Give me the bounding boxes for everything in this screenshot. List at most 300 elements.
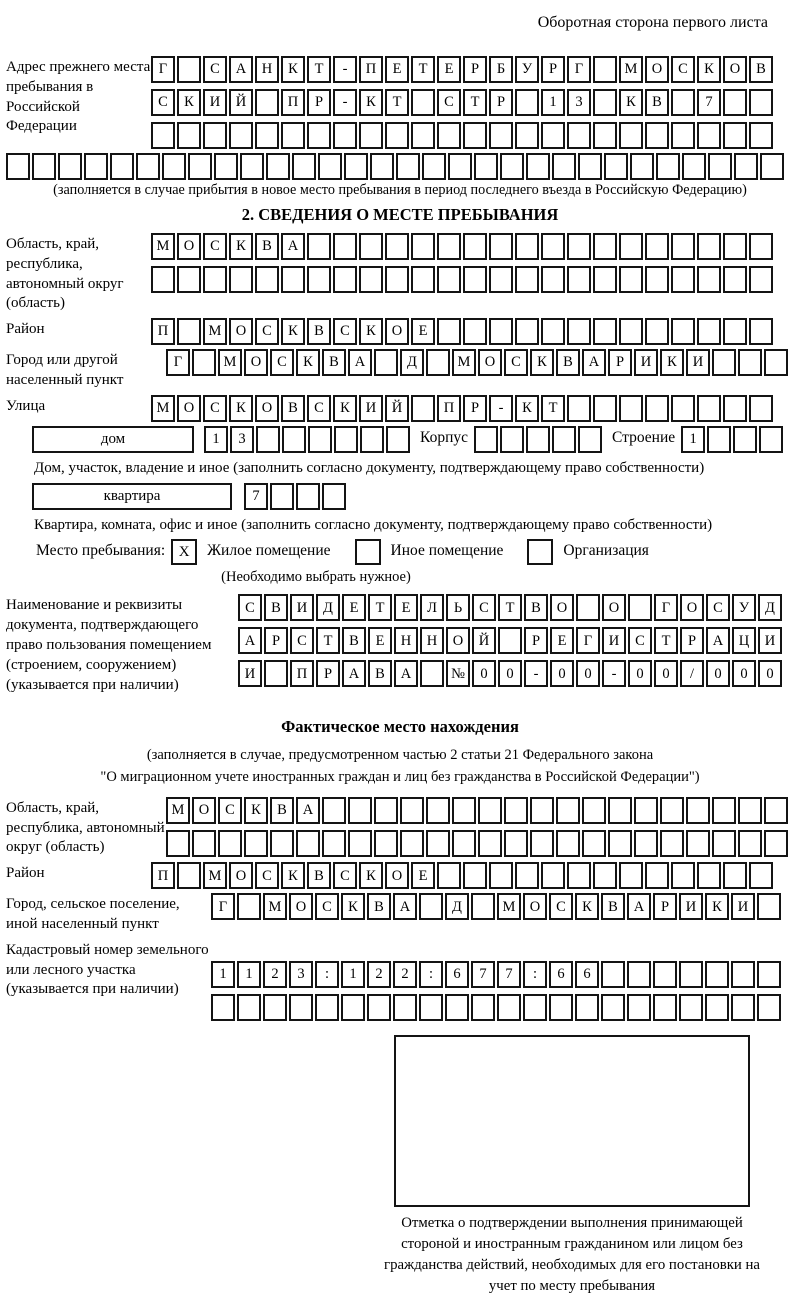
- char-cell[interactable]: [270, 483, 294, 510]
- char-cell[interactable]: [749, 862, 773, 889]
- char-cell[interactable]: Т: [368, 594, 392, 621]
- char-cell[interactable]: 1: [681, 426, 705, 453]
- char-cell[interactable]: С: [706, 594, 730, 621]
- char-cell[interactable]: [244, 830, 268, 857]
- char-cell[interactable]: К: [333, 395, 357, 422]
- char-cell[interactable]: [604, 153, 628, 180]
- char-cell[interactable]: [593, 56, 617, 83]
- char-cell[interactable]: [333, 122, 357, 149]
- char-cell[interactable]: 2: [393, 961, 417, 988]
- char-cell[interactable]: 0: [654, 660, 678, 687]
- char-cell[interactable]: С: [437, 89, 461, 116]
- char-cell[interactable]: [426, 797, 450, 824]
- char-cell[interactable]: 0: [576, 660, 600, 687]
- char-cell[interactable]: В: [601, 893, 625, 920]
- char-cell[interactable]: [422, 153, 446, 180]
- char-cell[interactable]: [619, 318, 643, 345]
- char-cell[interactable]: [645, 266, 669, 293]
- char-cell[interactable]: [500, 153, 524, 180]
- char-cell[interactable]: [567, 122, 591, 149]
- char-cell[interactable]: И: [679, 893, 703, 920]
- char-cell[interactable]: 7: [244, 483, 268, 510]
- char-cell[interactable]: 3: [567, 89, 591, 116]
- char-cell[interactable]: [359, 233, 383, 260]
- char-cell[interactable]: [437, 233, 461, 260]
- char-cell[interactable]: [627, 961, 651, 988]
- char-cell[interactable]: [723, 862, 747, 889]
- char-cell[interactable]: [705, 994, 729, 1021]
- char-cell[interactable]: [452, 830, 476, 857]
- char-cell[interactable]: [400, 797, 424, 824]
- char-cell[interactable]: К: [229, 395, 253, 422]
- char-cell[interactable]: [593, 233, 617, 260]
- char-cell[interactable]: С: [315, 893, 339, 920]
- char-cell[interactable]: Р: [307, 89, 331, 116]
- char-cell[interactable]: [177, 122, 201, 149]
- char-cell[interactable]: [367, 994, 391, 1021]
- char-cell[interactable]: Т: [541, 395, 565, 422]
- char-cell[interactable]: К: [660, 349, 684, 376]
- char-cell[interactable]: Й: [385, 395, 409, 422]
- char-cell[interactable]: [411, 233, 435, 260]
- char-cell[interactable]: [582, 797, 606, 824]
- char-cell[interactable]: [255, 89, 279, 116]
- char-cell[interactable]: П: [290, 660, 314, 687]
- char-cell[interactable]: М: [203, 862, 227, 889]
- zhiloe-checkbox[interactable]: X: [171, 539, 197, 565]
- char-cell[interactable]: Т: [498, 594, 522, 621]
- char-cell[interactable]: [705, 961, 729, 988]
- char-cell[interactable]: [318, 153, 342, 180]
- char-cell[interactable]: Е: [342, 594, 366, 621]
- char-cell[interactable]: [322, 797, 346, 824]
- char-cell[interactable]: В: [368, 660, 392, 687]
- char-cell[interactable]: В: [255, 233, 279, 260]
- char-cell[interactable]: 3: [289, 961, 313, 988]
- char-cell[interactable]: 3: [230, 426, 254, 453]
- char-cell[interactable]: М: [619, 56, 643, 83]
- char-cell[interactable]: [697, 395, 721, 422]
- char-cell[interactable]: [575, 994, 599, 1021]
- char-cell[interactable]: А: [238, 627, 262, 654]
- char-cell[interactable]: [671, 862, 695, 889]
- char-cell[interactable]: К: [281, 862, 305, 889]
- char-cell[interactable]: [619, 395, 643, 422]
- char-cell[interactable]: [593, 862, 617, 889]
- char-cell[interactable]: [322, 483, 346, 510]
- char-cell[interactable]: [686, 797, 710, 824]
- char-cell[interactable]: [530, 830, 554, 857]
- char-cell[interactable]: [645, 395, 669, 422]
- char-cell[interactable]: А: [348, 349, 372, 376]
- char-cell[interactable]: [264, 660, 288, 687]
- char-cell[interactable]: М: [203, 318, 227, 345]
- char-cell[interactable]: [374, 797, 398, 824]
- char-cell[interactable]: [645, 318, 669, 345]
- char-cell[interactable]: И: [359, 395, 383, 422]
- char-cell[interactable]: М: [452, 349, 476, 376]
- char-cell[interactable]: [452, 797, 476, 824]
- char-cell[interactable]: [341, 994, 365, 1021]
- char-cell[interactable]: К: [359, 89, 383, 116]
- char-cell[interactable]: [757, 994, 781, 1021]
- char-cell[interactable]: В: [264, 594, 288, 621]
- char-cell[interactable]: Г: [166, 349, 190, 376]
- char-cell[interactable]: [296, 483, 320, 510]
- char-cell[interactable]: [764, 797, 788, 824]
- char-cell[interactable]: Т: [654, 627, 678, 654]
- char-cell[interactable]: Г: [576, 627, 600, 654]
- char-cell[interactable]: В: [342, 627, 366, 654]
- char-cell[interactable]: С: [290, 627, 314, 654]
- char-cell[interactable]: К: [281, 56, 305, 83]
- char-cell[interactable]: 0: [706, 660, 730, 687]
- char-cell[interactable]: [541, 266, 565, 293]
- char-cell[interactable]: С: [549, 893, 573, 920]
- char-cell[interactable]: С: [307, 395, 331, 422]
- char-cell[interactable]: [552, 153, 576, 180]
- char-cell[interactable]: [500, 426, 524, 453]
- char-cell[interactable]: К: [359, 862, 383, 889]
- char-cell[interactable]: [567, 233, 591, 260]
- char-cell[interactable]: 0: [498, 660, 522, 687]
- char-cell[interactable]: К: [530, 349, 554, 376]
- char-cell[interactable]: [749, 233, 773, 260]
- char-cell[interactable]: [723, 266, 747, 293]
- char-cell[interactable]: [218, 830, 242, 857]
- char-cell[interactable]: [515, 318, 539, 345]
- char-cell[interactable]: О: [229, 862, 253, 889]
- char-cell[interactable]: В: [367, 893, 391, 920]
- char-cell[interactable]: К: [515, 395, 539, 422]
- char-cell[interactable]: [515, 862, 539, 889]
- char-cell[interactable]: [504, 830, 528, 857]
- char-cell[interactable]: :: [419, 961, 443, 988]
- char-cell[interactable]: [471, 893, 495, 920]
- char-cell[interactable]: [671, 122, 695, 149]
- char-cell[interactable]: [556, 830, 580, 857]
- char-cell[interactable]: Р: [316, 660, 340, 687]
- char-cell[interactable]: С: [238, 594, 262, 621]
- char-cell[interactable]: [593, 122, 617, 149]
- char-cell[interactable]: О: [192, 797, 216, 824]
- char-cell[interactable]: [237, 994, 261, 1021]
- char-cell[interactable]: [682, 153, 706, 180]
- char-cell[interactable]: [333, 266, 357, 293]
- char-cell[interactable]: О: [478, 349, 502, 376]
- char-cell[interactable]: К: [296, 349, 320, 376]
- char-cell[interactable]: -: [333, 56, 357, 83]
- char-cell[interactable]: 6: [575, 961, 599, 988]
- char-cell[interactable]: [463, 862, 487, 889]
- char-cell[interactable]: [498, 627, 522, 654]
- char-cell[interactable]: И: [238, 660, 262, 687]
- char-cell[interactable]: А: [296, 797, 320, 824]
- char-cell[interactable]: [738, 349, 762, 376]
- char-cell[interactable]: [764, 830, 788, 857]
- char-cell[interactable]: Е: [385, 56, 409, 83]
- char-cell[interactable]: :: [523, 961, 547, 988]
- char-cell[interactable]: [333, 233, 357, 260]
- char-cell[interactable]: [593, 395, 617, 422]
- char-cell[interactable]: [437, 122, 461, 149]
- char-cell[interactable]: [567, 266, 591, 293]
- char-cell[interactable]: 0: [472, 660, 496, 687]
- char-cell[interactable]: [478, 797, 502, 824]
- char-cell[interactable]: [177, 862, 201, 889]
- char-cell[interactable]: -: [489, 395, 513, 422]
- char-cell[interactable]: [192, 349, 216, 376]
- char-cell[interactable]: В: [749, 56, 773, 83]
- char-cell[interactable]: :: [315, 961, 339, 988]
- char-cell[interactable]: [348, 797, 372, 824]
- char-cell[interactable]: Р: [653, 893, 677, 920]
- char-cell[interactable]: И: [634, 349, 658, 376]
- char-cell[interactable]: [523, 994, 547, 1021]
- char-cell[interactable]: [541, 122, 565, 149]
- char-cell[interactable]: [437, 266, 461, 293]
- char-cell[interactable]: [671, 318, 695, 345]
- char-cell[interactable]: [645, 862, 669, 889]
- char-cell[interactable]: [307, 233, 331, 260]
- char-cell[interactable]: [671, 233, 695, 260]
- char-cell[interactable]: [266, 153, 290, 180]
- char-cell[interactable]: П: [281, 89, 305, 116]
- organizaciya-checkbox[interactable]: [527, 539, 553, 565]
- char-cell[interactable]: К: [697, 56, 721, 83]
- char-cell[interactable]: [515, 89, 539, 116]
- char-cell[interactable]: К: [575, 893, 599, 920]
- char-cell[interactable]: [229, 266, 253, 293]
- char-cell[interactable]: А: [582, 349, 606, 376]
- char-cell[interactable]: [764, 349, 788, 376]
- char-cell[interactable]: [58, 153, 82, 180]
- char-cell[interactable]: [229, 122, 253, 149]
- char-cell[interactable]: Е: [437, 56, 461, 83]
- char-cell[interactable]: Д: [400, 349, 424, 376]
- char-cell[interactable]: О: [289, 893, 313, 920]
- char-cell[interactable]: [601, 994, 625, 1021]
- char-cell[interactable]: [6, 153, 30, 180]
- char-cell[interactable]: [608, 830, 632, 857]
- char-cell[interactable]: [211, 994, 235, 1021]
- char-cell[interactable]: П: [151, 318, 175, 345]
- char-cell[interactable]: [420, 660, 444, 687]
- char-cell[interactable]: [474, 426, 498, 453]
- char-cell[interactable]: А: [393, 893, 417, 920]
- char-cell[interactable]: [515, 233, 539, 260]
- char-cell[interactable]: А: [394, 660, 418, 687]
- char-cell[interactable]: [474, 153, 498, 180]
- char-cell[interactable]: [348, 830, 372, 857]
- char-cell[interactable]: 7: [697, 89, 721, 116]
- char-cell[interactable]: Т: [411, 56, 435, 83]
- char-cell[interactable]: Г: [151, 56, 175, 83]
- char-cell[interactable]: [634, 797, 658, 824]
- char-cell[interactable]: М: [497, 893, 521, 920]
- char-cell[interactable]: Т: [316, 627, 340, 654]
- char-cell[interactable]: А: [706, 627, 730, 654]
- char-cell[interactable]: Н: [420, 627, 444, 654]
- char-cell[interactable]: [628, 594, 652, 621]
- char-cell[interactable]: [296, 830, 320, 857]
- char-cell[interactable]: Е: [411, 862, 435, 889]
- char-cell[interactable]: [757, 893, 781, 920]
- char-cell[interactable]: [656, 153, 680, 180]
- char-cell[interactable]: [281, 266, 305, 293]
- char-cell[interactable]: [671, 266, 695, 293]
- char-cell[interactable]: Т: [463, 89, 487, 116]
- char-cell[interactable]: [619, 122, 643, 149]
- char-cell[interactable]: [322, 830, 346, 857]
- char-cell[interactable]: -: [333, 89, 357, 116]
- char-cell[interactable]: [541, 233, 565, 260]
- char-cell[interactable]: [526, 426, 550, 453]
- char-cell[interactable]: [489, 318, 513, 345]
- char-cell[interactable]: С: [504, 349, 528, 376]
- char-cell[interactable]: К: [229, 233, 253, 260]
- char-cell[interactable]: Д: [758, 594, 782, 621]
- char-cell[interactable]: [619, 266, 643, 293]
- char-cell[interactable]: [749, 395, 773, 422]
- char-cell[interactable]: [627, 994, 651, 1021]
- char-cell[interactable]: О: [723, 56, 747, 83]
- char-cell[interactable]: 0: [550, 660, 574, 687]
- char-cell[interactable]: [593, 318, 617, 345]
- char-cell[interactable]: О: [602, 594, 626, 621]
- char-cell[interactable]: К: [619, 89, 643, 116]
- char-cell[interactable]: [240, 153, 264, 180]
- char-cell[interactable]: [463, 318, 487, 345]
- char-cell[interactable]: С: [333, 318, 357, 345]
- char-cell[interactable]: [393, 994, 417, 1021]
- char-cell[interactable]: М: [218, 349, 242, 376]
- char-cell[interactable]: [634, 830, 658, 857]
- char-cell[interactable]: [723, 89, 747, 116]
- char-cell[interactable]: Д: [316, 594, 340, 621]
- char-cell[interactable]: Г: [654, 594, 678, 621]
- char-cell[interactable]: [151, 122, 175, 149]
- char-cell[interactable]: [307, 122, 331, 149]
- char-cell[interactable]: [237, 893, 261, 920]
- char-cell[interactable]: [749, 89, 773, 116]
- char-cell[interactable]: [463, 233, 487, 260]
- char-cell[interactable]: Р: [463, 56, 487, 83]
- char-cell[interactable]: И: [602, 627, 626, 654]
- char-cell[interactable]: [360, 426, 384, 453]
- char-cell[interactable]: [315, 994, 339, 1021]
- char-cell[interactable]: К: [244, 797, 268, 824]
- char-cell[interactable]: [697, 122, 721, 149]
- char-cell[interactable]: [712, 797, 736, 824]
- char-cell[interactable]: Е: [394, 594, 418, 621]
- char-cell[interactable]: В: [645, 89, 669, 116]
- char-cell[interactable]: [749, 266, 773, 293]
- char-cell[interactable]: К: [177, 89, 201, 116]
- char-cell[interactable]: С: [151, 89, 175, 116]
- char-cell[interactable]: [759, 426, 783, 453]
- char-cell[interactable]: [731, 961, 755, 988]
- char-cell[interactable]: [359, 122, 383, 149]
- char-cell[interactable]: [723, 122, 747, 149]
- char-cell[interactable]: [255, 266, 279, 293]
- char-cell[interactable]: [686, 830, 710, 857]
- char-cell[interactable]: 7: [471, 961, 495, 988]
- char-cell[interactable]: А: [627, 893, 651, 920]
- char-cell[interactable]: П: [359, 56, 383, 83]
- char-cell[interactable]: [515, 266, 539, 293]
- char-cell[interactable]: С: [255, 318, 279, 345]
- char-cell[interactable]: Т: [385, 89, 409, 116]
- char-cell[interactable]: С: [255, 862, 279, 889]
- char-cell[interactable]: Е: [411, 318, 435, 345]
- char-cell[interactable]: [334, 426, 358, 453]
- char-cell[interactable]: Ь: [446, 594, 470, 621]
- char-cell[interactable]: [385, 233, 409, 260]
- char-cell[interactable]: [385, 122, 409, 149]
- char-cell[interactable]: [504, 797, 528, 824]
- char-cell[interactable]: С: [203, 56, 227, 83]
- char-cell[interactable]: -: [602, 660, 626, 687]
- char-cell[interactable]: Ц: [732, 627, 756, 654]
- char-cell[interactable]: О: [177, 233, 201, 260]
- char-cell[interactable]: [567, 862, 591, 889]
- char-cell[interactable]: [192, 830, 216, 857]
- char-cell[interactable]: 0: [758, 660, 782, 687]
- char-cell[interactable]: [541, 318, 565, 345]
- char-cell[interactable]: С: [270, 349, 294, 376]
- char-cell[interactable]: [567, 395, 591, 422]
- char-cell[interactable]: О: [645, 56, 669, 83]
- char-cell[interactable]: [374, 349, 398, 376]
- char-cell[interactable]: [723, 395, 747, 422]
- char-cell[interactable]: [630, 153, 654, 180]
- char-cell[interactable]: О: [680, 594, 704, 621]
- char-cell[interactable]: [344, 153, 368, 180]
- char-cell[interactable]: [437, 862, 461, 889]
- char-cell[interactable]: [214, 153, 238, 180]
- char-cell[interactable]: 1: [341, 961, 365, 988]
- char-cell[interactable]: О: [177, 395, 201, 422]
- char-cell[interactable]: В: [556, 349, 580, 376]
- char-cell[interactable]: В: [307, 862, 331, 889]
- char-cell[interactable]: [307, 266, 331, 293]
- char-cell[interactable]: [697, 266, 721, 293]
- char-cell[interactable]: К: [341, 893, 365, 920]
- char-cell[interactable]: [374, 830, 398, 857]
- char-cell[interactable]: [708, 153, 732, 180]
- char-cell[interactable]: [396, 153, 420, 180]
- char-cell[interactable]: /: [680, 660, 704, 687]
- char-cell[interactable]: [478, 830, 502, 857]
- char-cell[interactable]: [281, 122, 305, 149]
- inoe-checkbox[interactable]: [355, 539, 381, 565]
- char-cell[interactable]: [671, 395, 695, 422]
- char-cell[interactable]: [400, 830, 424, 857]
- char-cell[interactable]: [541, 862, 565, 889]
- char-cell[interactable]: О: [523, 893, 547, 920]
- char-cell[interactable]: [723, 318, 747, 345]
- char-cell[interactable]: [731, 994, 755, 1021]
- char-cell[interactable]: [289, 994, 313, 1021]
- char-cell[interactable]: И: [290, 594, 314, 621]
- char-cell[interactable]: [760, 153, 784, 180]
- char-cell[interactable]: [645, 122, 669, 149]
- char-cell[interactable]: П: [151, 862, 175, 889]
- char-cell[interactable]: [733, 426, 757, 453]
- char-cell[interactable]: [308, 426, 332, 453]
- char-cell[interactable]: О: [550, 594, 574, 621]
